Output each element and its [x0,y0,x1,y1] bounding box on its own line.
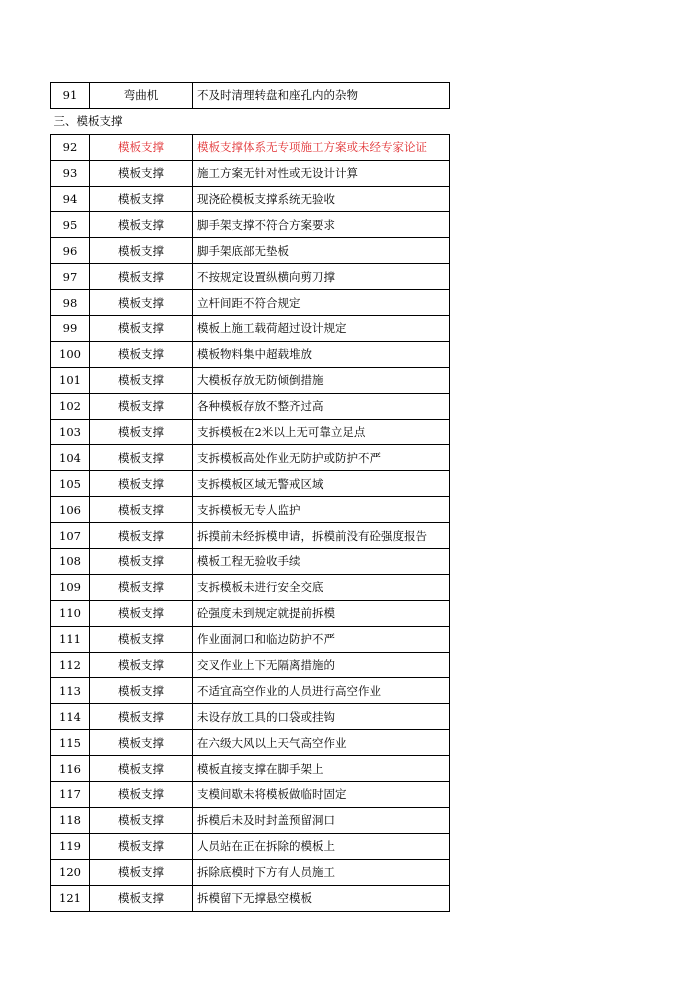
row-item: 拆除底模时下方有人员施工 [193,859,450,885]
row-category: 模板支撑 [90,186,193,212]
row-category: 模板支撑 [90,212,193,238]
row-category: 模板支撑 [90,264,193,290]
row-number: 107 [51,523,90,549]
table-row [51,885,450,911]
table-row [51,859,450,885]
row-number: 114 [51,704,90,730]
table-row [51,833,450,859]
row-category: 模板支撑 [90,290,193,316]
row-item: 不按规定设置纵横向剪刀撑 [193,264,450,290]
row-item: 拆模后未及时封盖预留洞口 [193,807,450,833]
table-row [51,807,450,833]
row-number: 92 [51,134,90,160]
section-header-row [51,108,450,134]
table-row [51,264,450,290]
row-number: 120 [51,859,90,885]
row-category: 模板支撑 [90,393,193,419]
row-number: 91 [51,83,90,109]
row-number: 100 [51,341,90,367]
row-category: 模板支撑 [90,652,193,678]
row-category: 模板支撑 [90,833,193,859]
table-row [51,678,450,704]
row-item: 在六级大风以上天气高空作业 [193,730,450,756]
table-row [51,626,450,652]
row-category: 模板支撑 [90,316,193,342]
hazard-table-body [51,83,450,912]
table-row [51,212,450,238]
row-category: 模板支撑 [90,807,193,833]
row-category: 模板支撑 [90,704,193,730]
table-row [51,134,450,160]
table-row [51,419,450,445]
row-item: 模板支撑体系无专项施工方案或未经专家论证 [193,134,450,160]
row-number: 108 [51,549,90,575]
table-row [51,497,450,523]
row-number: 104 [51,445,90,471]
row-number: 93 [51,160,90,186]
table-row [51,471,450,497]
row-number: 98 [51,290,90,316]
row-item: 支拆模板未进行安全交底 [193,574,450,600]
row-category: 模板支撑 [90,782,193,808]
row-item: 支拆模板在2米以上无可靠立足点 [193,419,450,445]
row-item: 模板直接支撑在脚手架上 [193,756,450,782]
row-category: 模板支撑 [90,730,193,756]
table-row [51,652,450,678]
row-item: 支模间歇未将模板做临时固定 [193,782,450,808]
row-category: 模板支撑 [90,134,193,160]
row-number: 117 [51,782,90,808]
row-category: 模板支撑 [90,160,193,186]
row-item: 施工方案无针对性或无设计计算 [193,160,450,186]
row-category: 模板支撑 [90,756,193,782]
row-item: 未设存放工具的口袋或挂钩 [193,704,450,730]
row-item: 拆摸前未经拆模申请，拆模前没有砼强度报告 [193,523,450,549]
row-category: 模板支撑 [90,678,193,704]
row-category: 弯曲机 [90,83,193,109]
row-number: 94 [51,186,90,212]
row-category: 模板支撑 [90,419,193,445]
table-row [51,160,450,186]
row-item: 模板工程无验收手续 [193,549,450,575]
table-row [51,83,450,109]
hazard-table [50,82,450,912]
row-category: 模板支撑 [90,523,193,549]
row-item: 不适宜高空作业的人员进行高空作业 [193,678,450,704]
row-item: 各种模板存放不整齐过高 [193,393,450,419]
table-row [51,782,450,808]
row-category: 模板支撑 [90,238,193,264]
table-row [51,238,450,264]
row-category: 模板支撑 [90,859,193,885]
table-row [51,704,450,730]
row-number: 112 [51,652,90,678]
row-category: 模板支撑 [90,574,193,600]
table-row [51,549,450,575]
row-item: 支拆模板高处作业无防护或防护不严 [193,445,450,471]
row-number: 103 [51,419,90,445]
row-number: 99 [51,316,90,342]
table-row [51,367,450,393]
table-row [51,600,450,626]
row-number: 106 [51,497,90,523]
row-item: 模板物料集中超载堆放 [193,341,450,367]
row-number: 102 [51,393,90,419]
row-category: 模板支撑 [90,445,193,471]
row-category: 模板支撑 [90,885,193,911]
row-item: 支拆模板区域无警戒区域 [193,471,450,497]
table-row [51,316,450,342]
table-row [51,574,450,600]
row-item: 交叉作业上下无隔离措施的 [193,652,450,678]
row-item: 人员站在正在拆除的模板上 [193,833,450,859]
row-number: 121 [51,885,90,911]
row-item: 支拆模板无专人监护 [193,497,450,523]
row-item: 模板上施工载荷超过设计规定 [193,316,450,342]
row-item: 作业面洞口和临边防护不严 [193,626,450,652]
table-row [51,756,450,782]
table-row [51,186,450,212]
row-category: 模板支撑 [90,626,193,652]
row-number: 116 [51,756,90,782]
table-row [51,445,450,471]
row-item: 脚手架支撑不符合方案要求 [193,212,450,238]
row-number: 109 [51,574,90,600]
row-item: 现浇砼模板支撑系统无验收 [193,186,450,212]
row-number: 97 [51,264,90,290]
row-category: 模板支撑 [90,367,193,393]
row-number: 101 [51,367,90,393]
table-row [51,730,450,756]
row-number: 119 [51,833,90,859]
row-number: 96 [51,238,90,264]
row-category: 模板支撑 [90,600,193,626]
row-number: 113 [51,678,90,704]
row-category: 模板支撑 [90,497,193,523]
row-item: 拆模留下无撑悬空模板 [193,885,450,911]
table-row [51,393,450,419]
row-item: 脚手架底部无垫板 [193,238,450,264]
row-item: 不及时清理转盘和座孔内的杂物 [193,83,450,109]
row-number: 115 [51,730,90,756]
row-number: 111 [51,626,90,652]
section-title: 三、模板支撑 [51,108,450,134]
table-row [51,523,450,549]
row-item: 大模板存放无防倾倒措施 [193,367,450,393]
row-number: 95 [51,212,90,238]
row-number: 105 [51,471,90,497]
table-row [51,341,450,367]
row-number: 110 [51,600,90,626]
row-category: 模板支撑 [90,341,193,367]
row-item: 砼强度未到规定就提前拆模 [193,600,450,626]
row-category: 模板支撑 [90,471,193,497]
row-number: 118 [51,807,90,833]
row-item: 立杆间距不符合规定 [193,290,450,316]
table-row [51,290,450,316]
row-category: 模板支撑 [90,549,193,575]
